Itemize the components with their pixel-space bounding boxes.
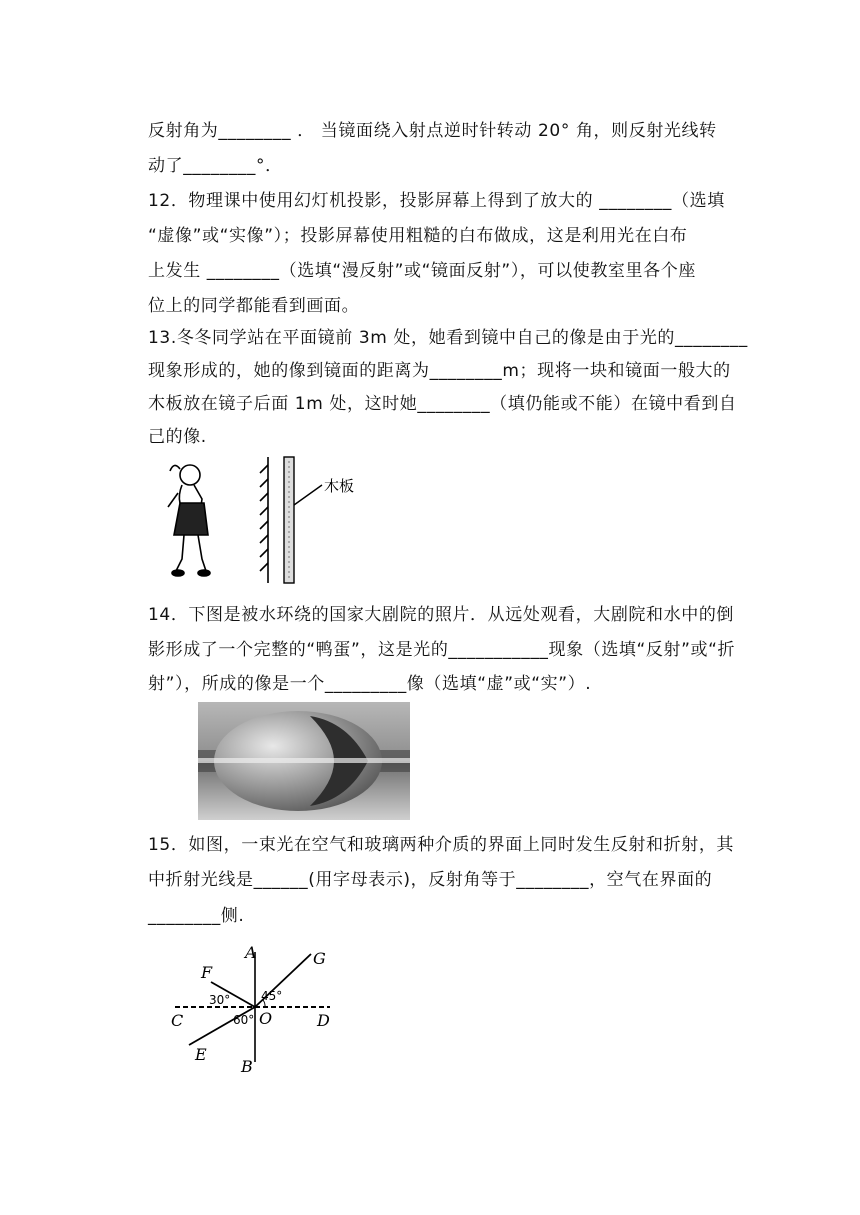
line-8: 现象形成的，她的像到镜面的距离为________m；现将一块和镜面一般大的 xyxy=(148,361,731,381)
label-b: B xyxy=(241,1057,253,1075)
angle-60: 60° xyxy=(233,1013,255,1027)
line-14: 15．如图，一束光在空气和玻璃两种介质的界面上同时发生反射和折射，其 xyxy=(148,835,735,855)
label-e: E xyxy=(195,1045,207,1064)
label-f: F xyxy=(201,963,213,982)
board-label: 木板 xyxy=(324,477,355,495)
girl-figure xyxy=(168,465,210,576)
line-1: 反射角为________ ． 当镜面绕入射点逆时针转动 20° 角，则反射光线转 xyxy=(148,121,717,141)
label-d: D xyxy=(317,1011,330,1030)
line-11: 14．下图是被水环绕的国家大剧院的照片．从远处观看，大剧院和水中的倒 xyxy=(148,605,735,625)
line-15: 中折射光线是______(用字母表示)，反射角等于________，空气在界面的 xyxy=(148,870,713,890)
line-5: 上发生 ________（选填“漫反射”或“镜面反射”），可以使教室里各个座 xyxy=(148,261,696,281)
line-13: 射”），所成的像是一个_________像（选填“虚”或“实”）. xyxy=(148,674,592,694)
label-g: G xyxy=(313,949,326,968)
label-c: C xyxy=(171,1011,184,1030)
grand-theatre-photo xyxy=(198,702,410,820)
line-7: 13.冬冬同学站在平面镜前 3m 处，她看到镜中自己的像是由于光的________ xyxy=(148,328,748,348)
mirror-board-figure xyxy=(160,455,400,585)
mirror xyxy=(260,457,268,583)
line-10: 己的像. xyxy=(148,427,207,447)
angle-45: 45° xyxy=(261,989,283,1003)
line-6: 位上的同学都能看到画面。 xyxy=(148,296,360,316)
line-16: ________侧. xyxy=(148,906,245,926)
line-2: 动了________°． xyxy=(148,156,283,176)
label-o: O xyxy=(259,1009,273,1028)
label-a: A xyxy=(245,943,257,962)
line-4: “虚像”或“实像”）；投影屏幕使用粗糙的白布做成，这是利用光在白布 xyxy=(148,226,688,246)
wooden-board xyxy=(284,457,322,583)
line-9: 木板放在镜子后面 1m 处，这时她________（填仍能或不能）在镜中看到自 xyxy=(148,394,737,414)
line-12: 影形成了一个完整的“鸭蛋”，这是光的___________现象（选填“反射”或“折 xyxy=(148,640,736,660)
line-3: 12．物理课中使用幻灯机投影，投影屏幕上得到了放大的 ________（选填 xyxy=(148,191,725,211)
angle-30: 30° xyxy=(209,993,231,1007)
reflection-refraction-diagram xyxy=(165,940,345,1075)
